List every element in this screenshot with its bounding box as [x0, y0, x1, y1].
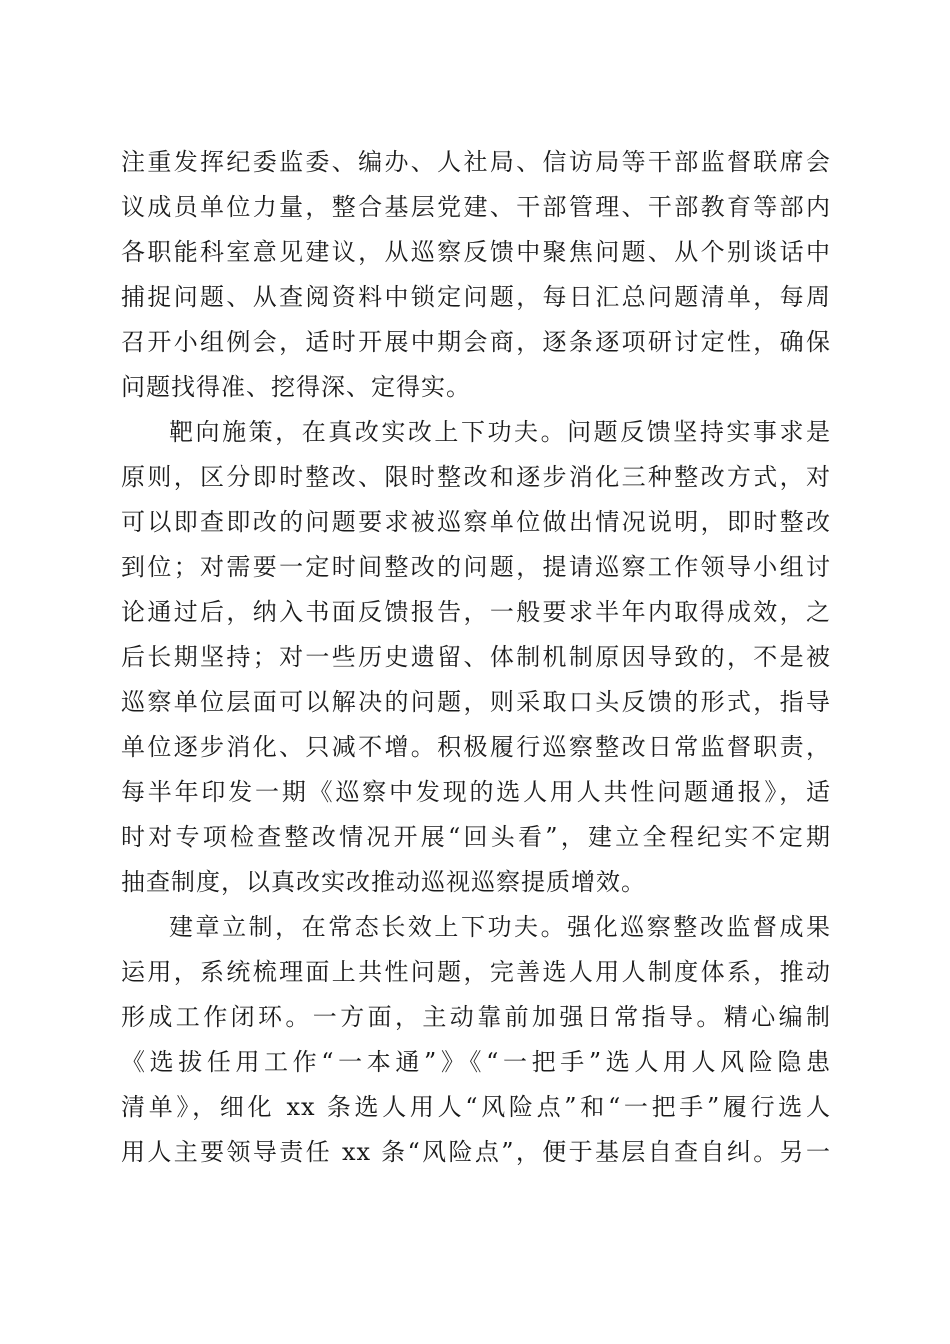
- text-line: 形成工作闭环。一方面，主动靠前加强日常指导。精心编制: [121, 1003, 831, 1031]
- text-line: 问题找得准、挖得深、定得实。: [121, 373, 471, 401]
- text-line: 各职能科室意见建议，从巡察反馈中聚焦问题、从个别谈话中: [121, 238, 831, 266]
- text-line: 原则，区分即时整改、限时整改和逐步消化三种整改方式，对: [121, 463, 831, 491]
- text-line: 运用，系统梳理面上共性问题，完善选人用人制度体系，推动: [121, 958, 831, 986]
- text-line: 建章立制，在常态长效上下功夫。强化巡察整改监督成果: [169, 913, 831, 941]
- text-line: 靶向施策，在真改实改上下功夫。问题反馈坚持实事求是: [169, 418, 831, 446]
- document-page: [121, 140, 831, 1175]
- paragraph-3: [121, 905, 831, 1175]
- text-line: 时对专项检查整改情况开展“回头看”，建立全程纪实不定期: [121, 823, 831, 851]
- text-line: 清单》，细化 xx 条选人用人“风险点”和“一把手”履行选人: [121, 1093, 831, 1121]
- paragraph-1: [121, 140, 831, 410]
- text-line: 用人主要领导责任 xx 条“风险点”，便于基层自查自纠。另一: [121, 1138, 831, 1166]
- text-line: 可以即查即改的问题要求被巡察单位做出情况说明，即时整改: [121, 508, 831, 536]
- text-line: 议成员单位力量，整合基层党建、干部管理、干部教育等部内: [121, 193, 831, 221]
- text-line: 注重发挥纪委监委、编办、人社局、信访局等干部监督联席会: [121, 148, 831, 176]
- text-line: 每半年印发一期《巡察中发现的选人用人共性问题通报》，适: [121, 778, 831, 806]
- text-line: 巡察单位层面可以解决的问题，则采取口头反馈的形式，指导: [121, 688, 831, 716]
- text-line: 召开小组例会，适时开展中期会商，逐条逐项研讨定性，确保: [121, 328, 831, 356]
- text-line: 论通过后，纳入书面反馈报告，一般要求半年内取得成效，之: [121, 598, 831, 626]
- text-line: 后长期坚持；对一些历史遗留、体制机制原因导致的，不是被: [121, 643, 831, 671]
- text-line: 《选拔任用工作“一本通”》《“一把手”选人用人风险隐患: [121, 1048, 831, 1076]
- paragraph-2: [121, 410, 831, 905]
- text-line: 捕捉问题、从查阅资料中锁定问题，每日汇总问题清单，每周: [121, 283, 831, 311]
- text-line: 抽查制度，以真改实改推动巡视巡察提质增效。: [121, 868, 646, 896]
- text-line: 单位逐步消化、只减不增。积极履行巡察整改日常监督职责，: [121, 733, 831, 761]
- text-line: 到位；对需要一定时间整改的问题，提请巡察工作领导小组讨: [121, 553, 831, 581]
